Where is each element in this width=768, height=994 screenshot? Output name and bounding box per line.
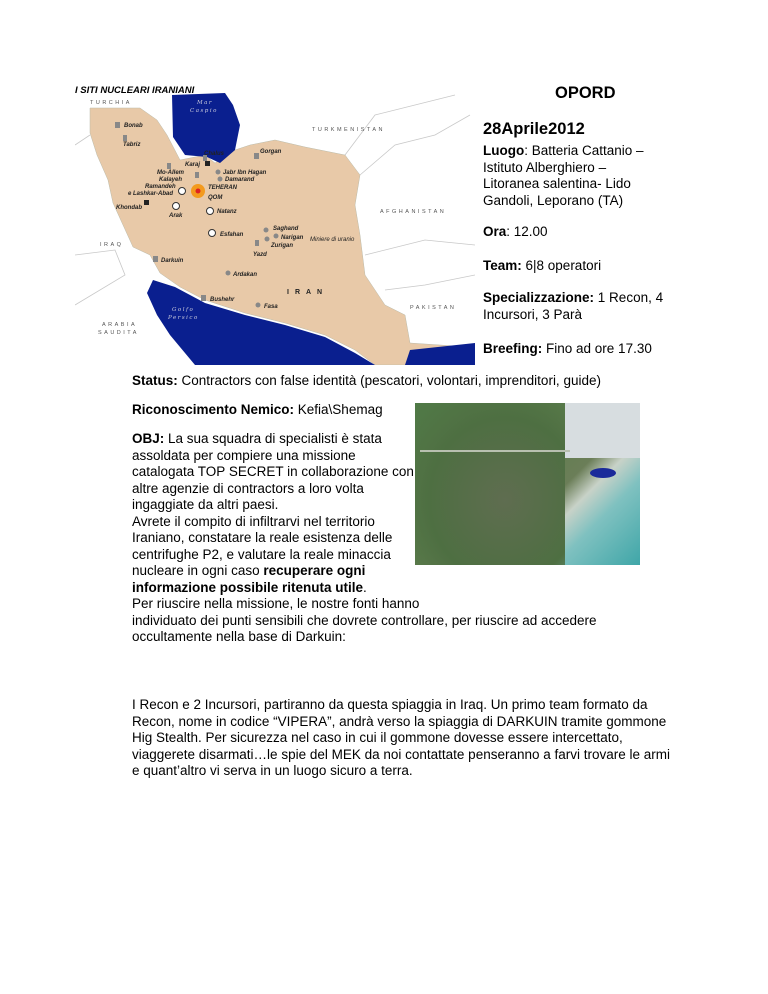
map-site-label: Bushehr bbox=[210, 297, 235, 303]
ora-label: Ora bbox=[483, 224, 507, 239]
map-label: IRAQ bbox=[100, 242, 124, 248]
map-site-label: Fasa bbox=[264, 304, 278, 310]
map-site-label: Mo-Allem bbox=[157, 170, 184, 176]
specializzazione-block bbox=[483, 290, 663, 323]
map-site-label: Kalayeh bbox=[159, 177, 183, 183]
spec-line: Incursori, 3 Parà bbox=[483, 306, 583, 322]
obj-label: OBJ: bbox=[132, 431, 165, 446]
ora-line bbox=[483, 224, 548, 241]
map-site-label: Miniere di uranio bbox=[310, 237, 355, 243]
document-title: OPORD bbox=[555, 84, 616, 102]
map-site-label: Ardakan bbox=[233, 272, 258, 278]
spec-line: 1 Recon, 4 bbox=[594, 290, 664, 305]
obj-line: Per riuscire nella missione, le nostre fonti hanno bbox=[132, 596, 420, 611]
paragraph-line: Recon, nome in codice “VIPERA”, andrà verso la spiaggia di DARKUIN tramite gommone bbox=[132, 713, 667, 729]
obj-line: centrifughe P2, e valutare la reale minaccia bbox=[132, 546, 391, 562]
luogo-line: Gandoli, Leporano (TA) bbox=[483, 192, 624, 208]
map-site-label: Arak bbox=[169, 213, 183, 219]
map-site-label: Karaj bbox=[185, 162, 201, 168]
map-title: I SITI NUCLEARI IRANIANI bbox=[75, 85, 195, 96]
ora-value: : 12.00 bbox=[506, 224, 548, 239]
map-label: Persico bbox=[168, 315, 199, 321]
map-label: SAUDITA bbox=[98, 330, 139, 336]
paragraph-line: Hig Stealth. Per sicurezza nel caso in cui il gommone dovesse essere intercettato, bbox=[132, 730, 623, 745]
map-site-label: Yazd bbox=[253, 252, 267, 258]
luogo-line: : Batteria Cattanio – bbox=[524, 143, 644, 158]
nemico-label: Riconoscimento Nemico: bbox=[132, 402, 295, 417]
map-label: PAKISTAN bbox=[410, 305, 457, 311]
breefing-value: Fino ad ore 17.30 bbox=[542, 341, 652, 356]
map-site-label: Chalus bbox=[204, 151, 225, 157]
breefing-label: Breefing: bbox=[483, 341, 543, 356]
obj-line: individuato dei punti sensibili che dovrete controllare, per riuscire ad accedere bbox=[132, 612, 597, 628]
map-site-label: TEHERAN bbox=[208, 185, 238, 191]
obj-line: catalogata TOP SECRET in collaborazione con bbox=[132, 464, 414, 479]
document-date: 28Aprile2012 bbox=[483, 120, 585, 138]
map-label: AFGHANISTAN bbox=[380, 209, 447, 215]
map-site-label: Saghand bbox=[273, 226, 299, 232]
map-site-label: Darkuin bbox=[161, 258, 184, 264]
obj-line: altre agenzie di contractors a loro volta bbox=[132, 480, 364, 496]
luogo-line: Litoranea salentina- Lido bbox=[483, 176, 631, 191]
obj-line: assoldata per compiere una missione bbox=[132, 447, 356, 463]
luogo-line: Istituto Alberghiero – bbox=[483, 159, 607, 175]
map-label: Golfo bbox=[172, 307, 195, 313]
breefing-line bbox=[483, 341, 652, 358]
obj-block bbox=[132, 431, 597, 646]
map-site-label: Gorgan bbox=[260, 149, 282, 155]
obj-line: nucleare in ogni caso bbox=[132, 563, 264, 578]
iran-nuclear-sites-map bbox=[75, 75, 475, 365]
map-site-label: Damarand bbox=[225, 177, 255, 183]
map-site-label: Khondab bbox=[116, 205, 142, 211]
map-site-label: QOM bbox=[208, 195, 223, 201]
status-value: Contractors con false identità (pescatori, volontari, imprenditori, guide) bbox=[177, 373, 601, 388]
obj-line: . bbox=[363, 579, 367, 595]
map-site-label: Narigan bbox=[281, 235, 304, 241]
map-site-label: Esfahan bbox=[220, 232, 244, 238]
map-label: TURKMENISTAN bbox=[312, 127, 385, 133]
paragraph-line: I Recon e 2 Incursori, partiranno da questa spiaggia in Iraq. Un primo team formato da bbox=[132, 697, 648, 712]
status-label: Status: bbox=[132, 373, 178, 388]
map-label: Caspio bbox=[190, 108, 218, 114]
team-line bbox=[483, 258, 601, 275]
obj-emphasis: informazione possibile ritenuta utile bbox=[132, 579, 364, 595]
map-site-label: Natanz bbox=[217, 209, 237, 215]
map-site-label: e Lashkar-Abad bbox=[128, 191, 174, 197]
obj-line: Iraniano, constatare la reale esistenza delle bbox=[132, 530, 393, 545]
map-site-label: Tabriz bbox=[123, 142, 141, 148]
map-site-label: Jabr Ibn Hagan bbox=[223, 170, 267, 176]
team-value: 6|8 operatori bbox=[521, 258, 602, 273]
mission-paragraph bbox=[132, 697, 670, 780]
luogo-label: Luogo bbox=[483, 143, 525, 158]
obj-line: La sua squadra di specialisti è stata bbox=[164, 431, 382, 446]
map-label: Mar bbox=[197, 100, 214, 106]
map-site-label: Bonab bbox=[124, 123, 143, 129]
nemico-value: Kefia\Shemag bbox=[294, 402, 383, 417]
obj-line: ingaggiate da altri paesi. bbox=[132, 497, 279, 512]
map-label: TURCHIA bbox=[90, 100, 132, 106]
paragraph-line: e quant’altro vi serva in un luogo sicuro a terra. bbox=[132, 763, 413, 778]
nemico-line bbox=[132, 402, 383, 419]
map-label: ARABIA bbox=[102, 322, 138, 328]
map-site-label: Zurigan bbox=[271, 243, 293, 249]
obj-emphasis: recuperare ogni bbox=[263, 563, 366, 578]
map-label: IRAN bbox=[287, 289, 329, 296]
team-label: Team: bbox=[483, 258, 522, 273]
map-site-label: Ramandeh bbox=[145, 184, 176, 190]
paragraph-line: viaggerete disarmati…le spie del MEK da noi contattate penseranno a farvi trovare le armi bbox=[132, 746, 671, 762]
obj-line: Avrete il compito di infiltrarvi nel territorio bbox=[132, 513, 375, 529]
status-line bbox=[132, 373, 601, 390]
obj-line: occultamente nella base di Darkuin: bbox=[132, 629, 346, 644]
luogo-block bbox=[483, 143, 644, 209]
spec-label: Specializzazione: bbox=[483, 290, 595, 305]
